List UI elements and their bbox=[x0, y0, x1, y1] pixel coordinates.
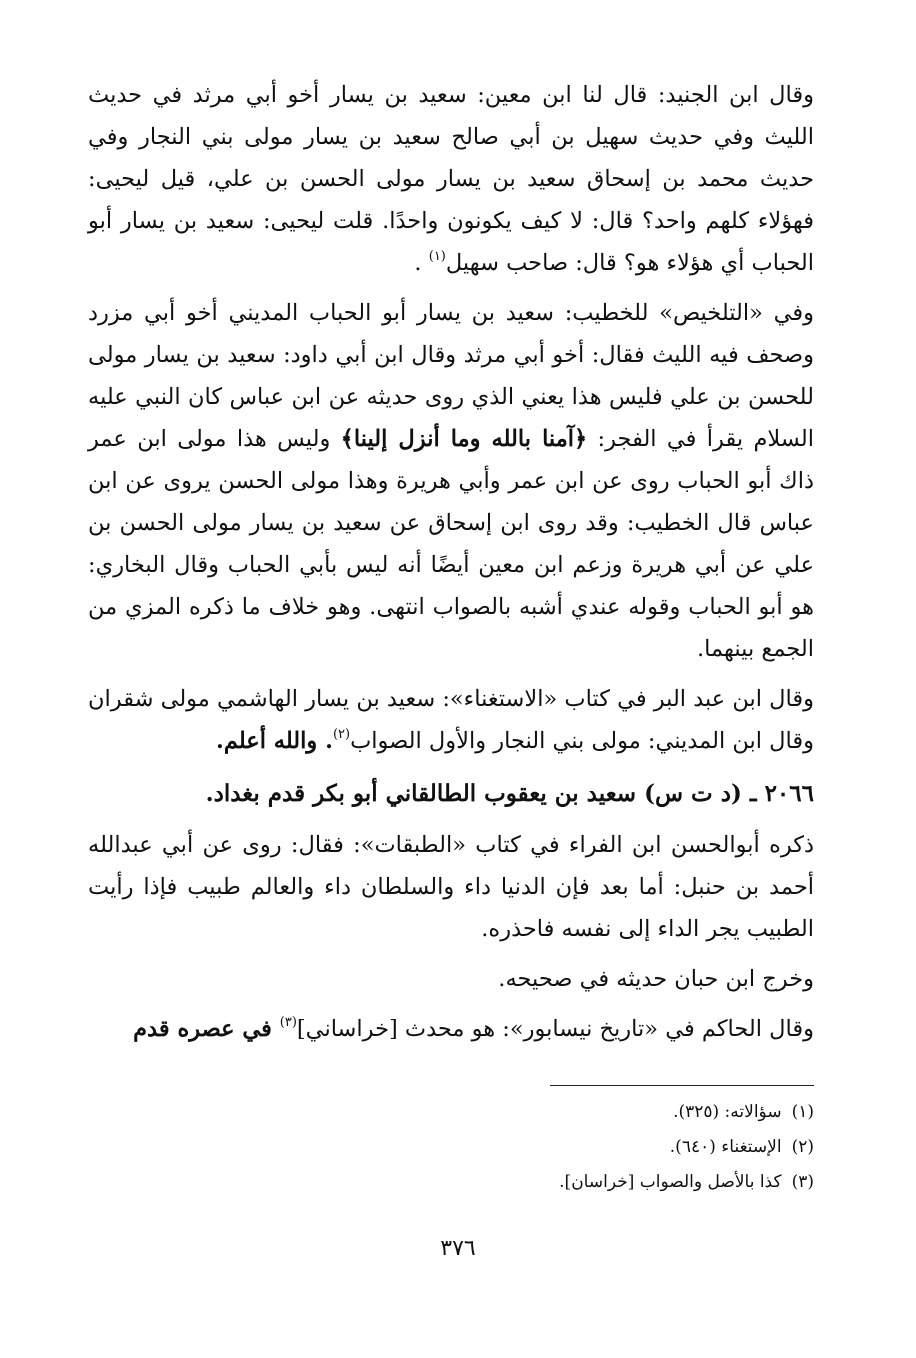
footnote-text: الإستغناء (٦٤٠). bbox=[669, 1137, 782, 1157]
paragraph-al-talkhis bbox=[88, 292, 814, 670]
footnote-number: (٣) bbox=[791, 1172, 814, 1192]
paragraph-ibn-al-junayd bbox=[88, 74, 814, 284]
page-body bbox=[88, 74, 814, 1050]
page-number: ٣٧٦ bbox=[440, 1236, 476, 1261]
entry-heading: ٢٠٦٦ ـ (د ت س) سعيد بن يعقوب الطالقاني أبو بكر قدم بغداد. bbox=[205, 780, 814, 807]
footnote-reference[interactable]: (١) bbox=[428, 249, 446, 264]
footnote-reference[interactable]: (٢) bbox=[332, 727, 351, 742]
paragraph-tail: . والله أعلم. bbox=[216, 728, 333, 754]
paragraph-ibn-abd-al-barr bbox=[88, 678, 814, 762]
paragraph-ibn-al-farra bbox=[88, 824, 814, 950]
paragraph-ibn-hibban bbox=[88, 958, 814, 1000]
paragraph-text: وقال ابن الجنيد: قال لنا ابن معين: سعيد بن يسار أخو أبي مرثد في حديث الليث وفي حديث سهيل بن أبي صالح سعيد بن يسار مولى بني النجار وفي حديث محمد بن إسحاق سعيد بن يسار مولى الحسن بن علي، قيل ليحيى: فهؤلاء كلهم واحد؟ قال: لا كيف يكونون واحدًا. قلت ليحيى: سعيد بن يسار أبو الحباب أي هؤلاء هو؟ قال: صاحب سهيل bbox=[88, 82, 814, 276]
paragraph-text: ذكره أبوالحسن ابن الفراء في كتاب «الطبقات»: فقال: روى عن أبي عبدالله أحمد بن حنبل: أما بعد فإن الدنيا داء والسلطان داء والعالم طبيب فإذا رأيت الطبيب يجر الداء إلى نفسه فاحذره. bbox=[88, 832, 814, 942]
footnote-number: (١) bbox=[791, 1102, 814, 1122]
paragraph-tail: . bbox=[414, 250, 429, 276]
footnote-item bbox=[254, 1165, 814, 1200]
paragraph-text-continued: وليس هذا مولى ابن عمر ذاك أبو الحباب روى عن ابن عمر وأبي هريرة وهذا مولى الحسن يروى عن ابن عباس قال الخطيب: وقد روى ابن إسحاق عن سعيد بن يسار مولى الحسن بن علي عن أبي هريرة وزعم ابن معين أيضًا أنه ليس بأبي الحباب وقال البخاري: هو أبو الحباب وقوله عندي أشبه بالصواب انتهى. وهو خلاف ما ذكره المزي من الجمع بينهما. bbox=[88, 426, 814, 662]
footnote-number: (٢) bbox=[791, 1137, 814, 1157]
paragraph-al-hakim bbox=[88, 1008, 814, 1050]
paragraph-text: وخرج ابن حبان حديثه في صحيحه. bbox=[498, 966, 814, 992]
paragraph-text: وقال ابن عبد البر في كتاب «الاستغناء»: سعيد بن يسار الهاشمي مولى شقران وقال ابن المديني: مولى بني النجار والأول الصواب bbox=[88, 686, 814, 754]
paragraph-tail: في عصره قدم bbox=[133, 1016, 280, 1042]
paragraph-text: وقال الحاكم في «تاريخ نيسابور»: هو محدث [خراساني] bbox=[296, 1016, 814, 1042]
footnote-item bbox=[254, 1095, 814, 1130]
footnote-divider bbox=[550, 1085, 814, 1086]
footnote-reference[interactable]: (٣) bbox=[279, 1015, 297, 1030]
footnote-text: سؤالاته: (٣٢٥). bbox=[673, 1102, 782, 1122]
footnotes bbox=[254, 1095, 814, 1200]
footnote-text: كذا بالأصل والصواب [خراسان]. bbox=[559, 1172, 782, 1192]
quran-quote: ﴿آمنا بالله وما أنزل إلينا﴾ bbox=[340, 426, 588, 452]
paragraph-text: وفي «التلخيص» للخطيب: سعيد بن يسار أبو الحباب المديني أخو أبي مزرد وصحف فيه الليث فقال: أخو أبي مرثد وقال ابن أبي داود: سعيد بن يسار مولى للحسن بن علي فليس هذا يعني الذي روى حديثه عن ابن عباس كان النبي عليه السلام يقرأ في الفجر: bbox=[88, 300, 814, 452]
footnote-item bbox=[254, 1130, 814, 1165]
